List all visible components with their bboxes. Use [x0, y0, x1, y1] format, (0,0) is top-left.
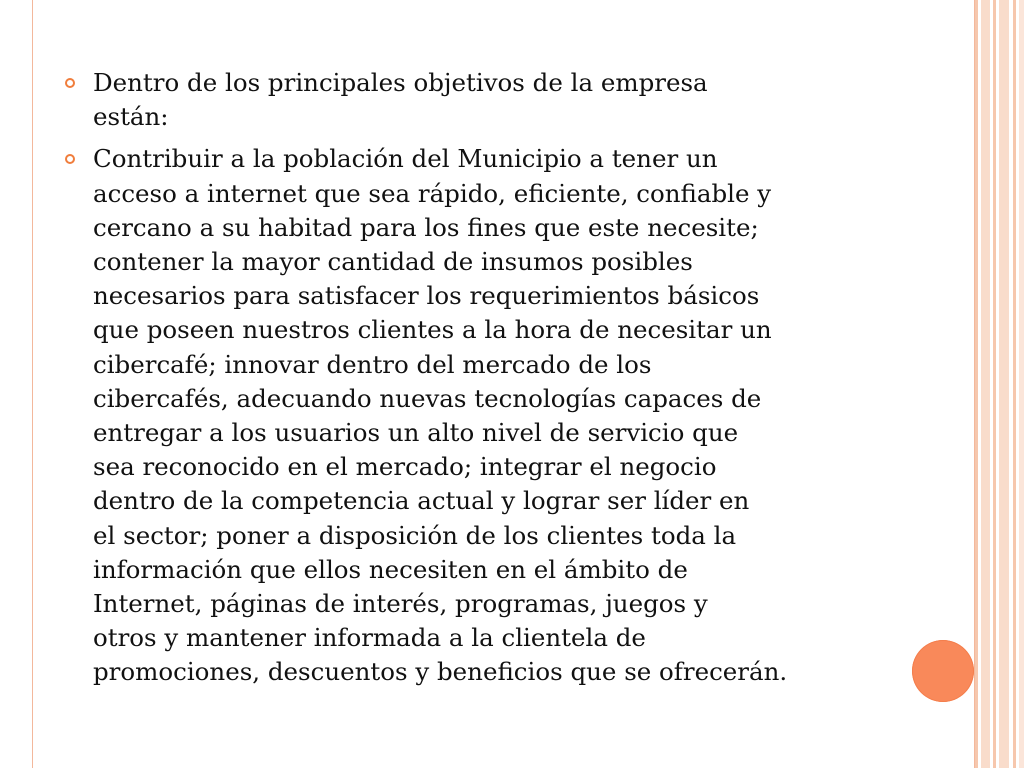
stripe [993, 0, 996, 768]
text-line: necesarios para satisfacer los requerimientos básicos [93, 281, 760, 311]
decorative-circle-icon [912, 640, 974, 702]
text-line: sea reconocido en el mercado; integrar el negocio [93, 452, 717, 482]
bullet-item [64, 142, 884, 689]
decorative-stripes [975, 0, 1024, 768]
text-line: entregar a los usuarios un alto nivel de servicio que [93, 418, 739, 448]
stripe [1019, 0, 1024, 768]
text-line: otros y mantener informada a la clientela de [93, 623, 646, 653]
text-line: que poseen nuestros clientes a la hora de necesitar un [93, 315, 772, 345]
circle-bullet-icon [65, 154, 75, 164]
text-line: acceso a internet que sea rápido, eficiente, confiable y [93, 178, 772, 208]
text-line: cibercafé; innovar dentro del mercado de los [93, 349, 652, 379]
text-line: dentro de la competencia actual y lograr ser líder en [93, 486, 750, 516]
bullet-text [93, 66, 884, 134]
text-line: Internet, páginas de interés, programas, juegos y [93, 589, 708, 619]
stripe [981, 0, 990, 768]
text-line: Contribuir a la población del Municipio a tener un [93, 144, 718, 174]
bullet-item [64, 66, 884, 134]
circle-bullet-icon [65, 78, 75, 88]
text-line: contener la mayor cantidad de insumos posibles [93, 247, 693, 277]
text-line: información que ellos necesiten en el ámbito de [93, 554, 688, 584]
text-line: el sector; poner a disposición de los clientes toda la [93, 520, 737, 550]
stripe [975, 0, 978, 768]
text-line: cercano a su habitad para los fines que este necesite; [93, 212, 759, 242]
bullet-text [93, 142, 884, 689]
stripe [999, 0, 1009, 768]
text-line: Dentro de los principales objetivos de la empresa [93, 68, 708, 97]
text-line: promociones, descuentos y beneficios que se ofrecerán. [93, 657, 788, 687]
text-line: están: [93, 102, 169, 132]
stripe [1013, 0, 1016, 768]
slide-content [64, 66, 884, 698]
text-line: cibercafés, adecuando nuevas tecnologías capaces de [93, 383, 762, 413]
